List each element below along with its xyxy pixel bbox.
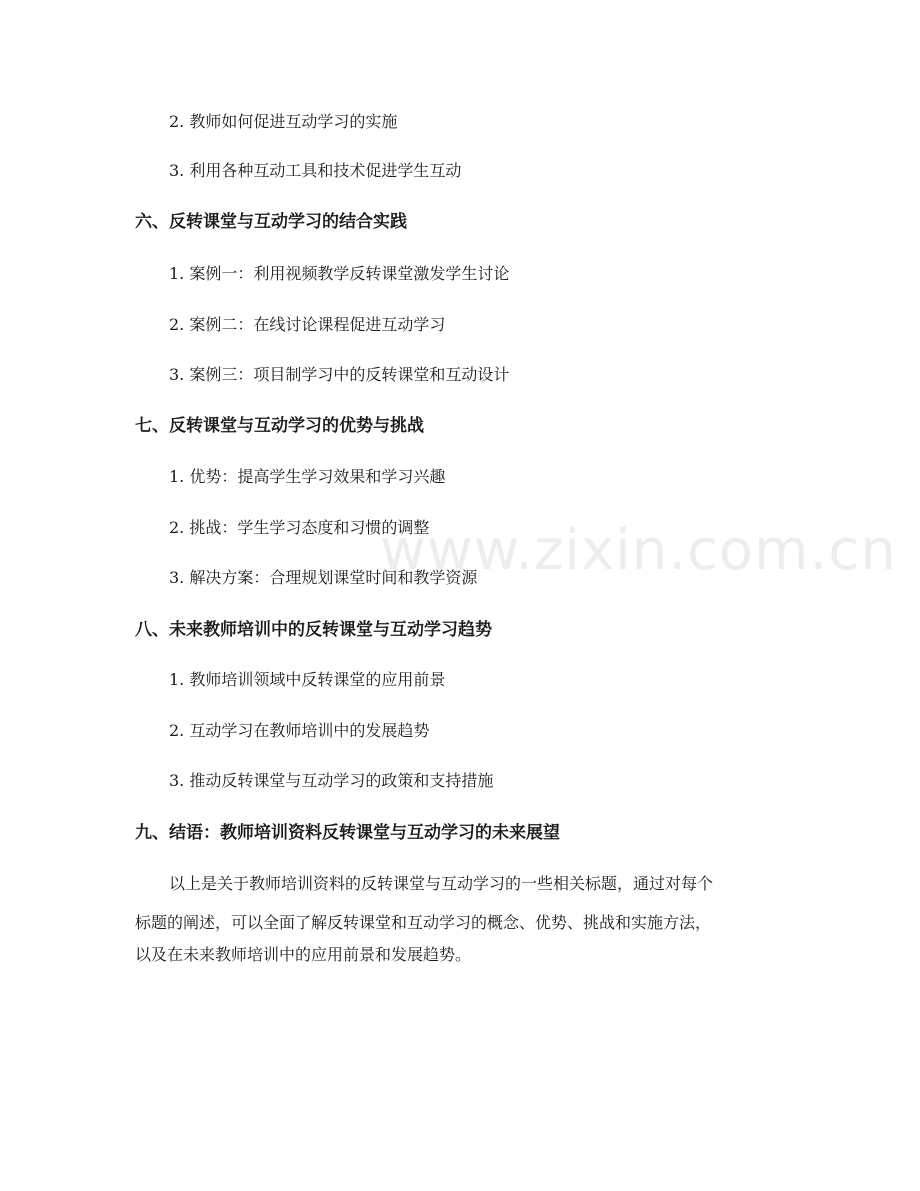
list-item: 1. 案例一：利用视频教学反转课堂激发学生讨论 [169, 264, 510, 283]
paragraph-line: 以上是关于教师培训资料的反转课堂与互动学习的一些相关标题，通过对每个 [169, 874, 714, 893]
list-item: 3. 解决方案：合理规划课堂时间和教学资源 [169, 568, 478, 587]
list-item: 2. 互动学习在教师培训中的发展趋势 [169, 721, 430, 740]
list-item: 2. 挑战：学生学习态度和习惯的调整 [169, 518, 430, 537]
watermark-text: www.zixin.com.cn [380, 518, 897, 583]
paragraph-line: 标题的阐述，可以全面了解反转课堂和互动学习的概念、优势、挑战和实施方法， [135, 913, 712, 932]
section-heading: 七、反转课堂与互动学习的优势与挑战 [135, 416, 424, 436]
paragraph-line: 以及在未来教师培训中的应用前景和发展趋势。 [135, 945, 472, 964]
list-item: 2. 教师如何促进互动学习的实施 [169, 112, 398, 131]
section-heading: 八、未来教师培训中的反转课堂与互动学习趋势 [135, 620, 492, 640]
list-item: 3. 推动反转课堂与互动学习的政策和支持措施 [169, 771, 494, 790]
section-heading: 六、反转课堂与互动学习的结合实践 [135, 212, 407, 232]
section-heading: 九、结语：教师培训资料反转课堂与互动学习的未来展望 [135, 823, 560, 843]
list-item: 1. 教师培训领域中反转课堂的应用前景 [169, 670, 446, 689]
list-item: 1. 优势：提高学生学习效果和学习兴趣 [169, 467, 446, 486]
list-item: 3. 案例三：项目制学习中的反转课堂和互动设计 [169, 365, 510, 384]
list-item: 2. 案例二：在线讨论课程促进互动学习 [169, 315, 446, 334]
list-item: 3. 利用各种互动工具和技术促进学生互动 [169, 161, 462, 180]
